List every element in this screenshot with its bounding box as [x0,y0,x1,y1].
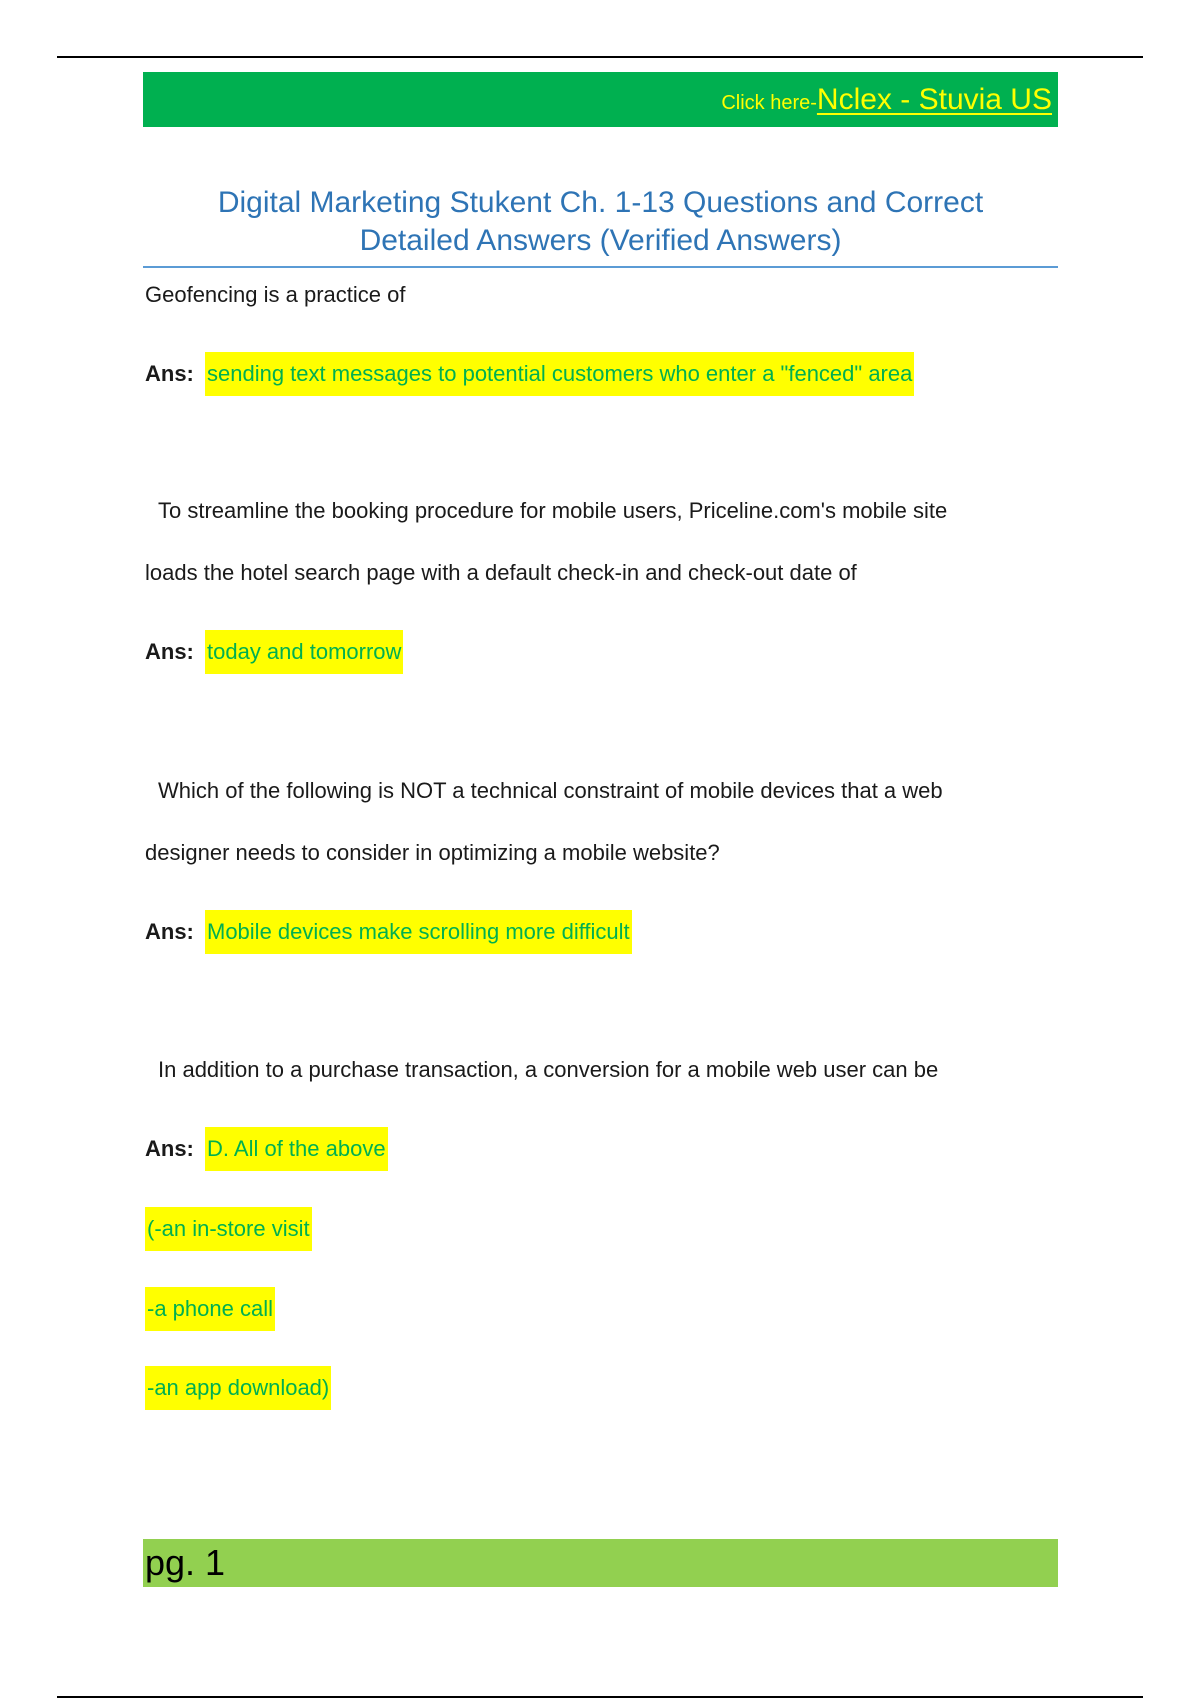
question-text: designer needs to consider in optimizing a mobile website? [145,840,720,865]
banner-prefix: Click here- [721,92,817,114]
title-underline [143,266,1058,268]
question-text: To streamline the booking procedure for mobile users, Priceline.com's mobile site [158,498,948,523]
title-line-1: Digital Marketing Stukent Ch. 1-13 Questions and Correct [217,186,984,219]
answer-label: Ans: [145,919,194,944]
answer-label: Ans: [145,361,194,386]
bottom-rule [57,1696,1143,1698]
answer-highlight: sending text messages to potential customers who enter a "fenced" area [205,352,914,396]
answer-highlight: Mobile devices make scrolling more difficult [205,910,632,954]
answer-option: (-an in-store visit [145,1207,312,1251]
question-text: In addition to a purchase transaction, a conversion for a mobile web user can be [158,1057,939,1082]
question-text: Which of the following is NOT a technical constraint of mobile devices that a web [158,778,943,803]
page-footer [143,1539,1058,1587]
top-rule [57,56,1143,58]
answer-option: -an app download) [145,1366,331,1410]
document-title [143,184,1058,260]
header-banner [143,72,1058,127]
answer-label: Ans: [145,639,194,664]
stuvia-link[interactable]: Nclex - Stuvia US [816,82,1052,116]
answer-highlight: today and tomorrow [205,630,403,674]
answer-option: -a phone call [145,1287,275,1331]
answer-highlight: D. All of the above [205,1127,388,1171]
question-text: loads the hotel search page with a default check-in and check-out date of [145,560,857,585]
title-line-2: Detailed Answers (Verified Answers) [359,224,842,257]
question-text: Geofencing is a practice of [145,282,406,307]
answer-label: Ans: [145,1136,194,1161]
page-number: pg. 1 [145,1542,226,1583]
